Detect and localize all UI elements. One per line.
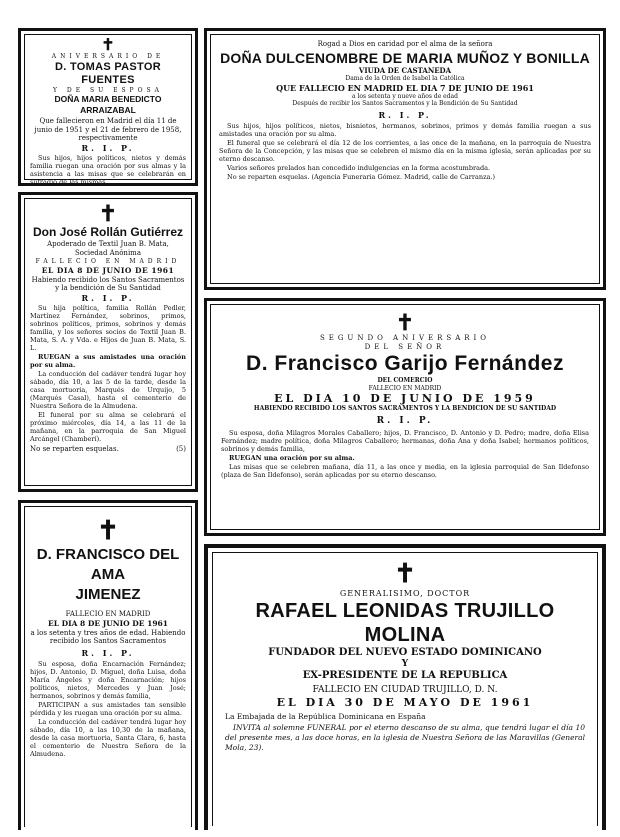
rip-text: R. I. P. (81, 647, 135, 658)
death-date: EL DIA 30 DE MAYO DE 1961 (276, 696, 534, 709)
death-date: QUE FALLECIO EN MADRID EL DIA 7 DE JUNIO DE 1961 (276, 82, 534, 93)
deceased-position: Apoderado de Textil Juan B. Mata, Sociedad Anónima (47, 240, 169, 257)
request-paragraph: PARTICIPAN a sus amistades tan sensible pérdida y les ruegan una oración por su alma. (30, 700, 186, 717)
widow-line: VIUDA DE CASTANEDA (358, 65, 452, 75)
family-paragraph: Sus hijos, hijos políticos, nietos, bisnietos, hermanos, sobrinos, primos y demás familia ruegan a sus amistades una oración por su alma. (219, 121, 591, 138)
death-place: FALLECIO EN MADRID (368, 384, 442, 392)
notice-garijo-fernandez (204, 298, 606, 536)
notice-inner-border (24, 198, 192, 486)
death-date: EL DIA 8 DE JUNIO DE 1961 (41, 265, 175, 275)
burial-paragraph: La conducción del cadáver tendrá lugar hoy sábado, día 10, a las 5 de la tarde, desde la casa mortuoria, Marqués de Urquijo, 5 (Marqués Casal), hasta el cementerio de Nuestra Señora de la Almudena. (30, 369, 186, 410)
prayer-line: Rogad a Dios en caridad por el alma de la señora (317, 40, 493, 48)
notice-pastor-fuentes (18, 28, 198, 186)
rip-text: R. I. P. (81, 292, 135, 303)
notice-inner-border (212, 552, 598, 826)
conjunction-line: Y (401, 659, 409, 669)
sacraments-line: Habiendo recibido los Santos Sacramentos y la bendición de Su Santidad (31, 275, 185, 292)
cross-icon: ✝ (98, 201, 118, 227)
notice-footer (30, 445, 186, 454)
death-date: EL DIA 8 DE JUNIO DE 1961 (47, 618, 168, 628)
rank-line: GENERALISIMO, DOCTOR (339, 589, 471, 598)
notice-number: (5) (176, 444, 186, 453)
notice-inner-border (210, 304, 600, 530)
death-place: FALLECIO EN MADRID (35, 258, 181, 265)
deceased-name-second: DOÑA MARIA BENEDICTO ARRAIZABAL (54, 94, 162, 115)
cross-icon: ✝ (395, 310, 415, 336)
honor-line: Dama de la Orden de Isabel la Católica (345, 75, 465, 82)
notice-subheading: Y DE SU ESPOSA (53, 86, 163, 94)
deceased-name: D. Francisco Garijo Fernández (246, 352, 564, 375)
deceased-name-line2: JIMENEZ (75, 586, 141, 603)
anniversary-line: SEGUNDO ANIVERSARIO (319, 334, 491, 342)
deceased-name: RAFAEL LEONIDAS TRUJILLO MOLINA (255, 600, 555, 646)
rip-text: R. I. P. (376, 415, 434, 426)
embassy-line: La Embajada de la República Dominicana en España (225, 712, 426, 721)
mass-paragraph: Las misas que se celebren mañana, día 11, a las once y media, en la iglesia parroquial de San Ildefonso (plaza de San Ildefonso), serán aplicadas por su eterno descanso. (221, 462, 589, 479)
title-line: DEL SEÑOR (364, 342, 446, 351)
deceased-name: DOÑA DULCENOMBRE DE MARIA MUÑOZ Y BONILLA (220, 49, 590, 66)
family-paragraph: Su esposa, doña Milagros Morales Caballero; hijos, D. Francisco, D. Antonio y D. Pedro; madre, doña Elisa Fernández; madre política, doña Milagros Caballero; hermanas, doña Ana y doña Isabel; hermanos políticos, sobrinos y demás familia, (221, 428, 589, 453)
notice-heading: ANIVERSARIO DE (51, 53, 165, 60)
funeral-paragraph: El funeral que se celebrará el día 12 de los corrientes, a las once de la mañana, en la parroquia de Nuestra Señora de la Concepción, y las misas que se celebren el mismo día en la misma iglesia, serán aplicadas por su eterno descanso. (219, 138, 591, 163)
notice-footer: No se reparten esquelas. (Agencia Funeraria Gómez. Madrid, calle de Carranza.) (227, 172, 495, 181)
age-line: a los setenta y nueve años de edad (352, 92, 458, 100)
burial-paragraph: La conducción del cadáver tendrá lugar hoy sábado, día 10, a las 10,30 de la mañana, desde la casa mortuoria, Santa Clara, 6, hasta el cementerio de Nuestra Señora de la Almudena. (30, 717, 186, 758)
rip-text: R. I. P. (81, 142, 135, 153)
funeral-paragraph: El funeral por su alma se celebrará el próximo miércoles, día 14, a las 11 de la mañana, en la parroquia de San Miguel Arcángel (Chamberí). (30, 410, 186, 443)
sacraments-line: Después de recibir los Santos Sacramentos y la Bendición de Su Santidad (292, 100, 518, 107)
cross-icon: ✝ (101, 35, 115, 54)
death-place: FALLECIO EN MADRID (65, 610, 151, 618)
family-paragraph: Su esposa, doña Encarnación Fernández; hijos, D. Antonio, D. Miguel, doña Luisa, doña María Ángeles y doña Encarnación; hijos políticos, nietos, Mercedes y Juan José; hermanos, sobrinos y demás familia, (30, 659, 186, 700)
occupation-line: DEL COMERCIO (377, 377, 433, 384)
notice-del-ama-jimenez (18, 500, 198, 830)
death-date: EL DIA 10 DE JUNIO DE 1959 (274, 392, 536, 405)
deceased-name: Don José Rollán Gutiérrez (32, 225, 184, 239)
death-place: FALLECIO EN CIUDAD TRUJILLO, D. N. (312, 685, 498, 695)
cross-icon: ✝ (97, 516, 119, 546)
notice-body: Sus hijos, hijos políticos, nietos y demás familia ruegan una oración por sus almas y la asistencia a las misas que se celebrarán en sufragio de las mismas. (30, 153, 186, 186)
deceased-name: D. TOMAS PASTOR FUENTES (55, 60, 161, 86)
footer-text: No se reparten esquelas. (30, 444, 119, 453)
cross-icon: ✝ (394, 559, 416, 589)
notice-trujillo-molina (204, 544, 606, 830)
notice-inner-border (24, 506, 192, 827)
death-dates: Que fallecieron en Madrid el día 11 de junio de 1951 y el 21 de febrero de 1958, respectivamente (34, 117, 182, 142)
notice-munoz-bonilla (204, 28, 606, 290)
request-paragraph: RUEGAN una oración por su alma. (229, 453, 355, 462)
notice-inner-border (24, 34, 192, 186)
notice-inner-border (210, 34, 600, 284)
family-paragraph: Su hija política, familia Rollán Pedler, Martínez Fernández, sobrinos, primos, sobrinos políticos, primos, sobrinos y demás familia, y los señores socios de Textil Juan B. Mata, S. A. y Vda. e Hijos de Juan B. Mata, S. L. (30, 303, 186, 352)
sacraments-line: a los setenta y tres años de edad. Habiendo recibido los Santos Sacramentos (30, 628, 186, 645)
title-line-second: EX-PRESIDENTE DE LA REPUBLICA (302, 670, 508, 681)
sacraments-line: HABIENDO RECIBIDO LOS SANTOS SACRAMENTOS Y LA BENDICION DE SU SANTIDAD (253, 405, 557, 412)
invitation-paragraph: INVITA al solemne FUNERAL por el eterno descanso de su alma, que tendrá lugar el día 10 del presente mes, a las doce horas, en la iglesia de Nuestra Señora de las Maravillas (General Mola, 23). (225, 723, 585, 752)
rip-text: R. I. P. (378, 109, 432, 120)
indulgence-paragraph: Varios señores prelados han concedido indulgencias en la forma acostumbrada. (227, 163, 491, 172)
title-line: FUNDADOR DEL NUEVO ESTADO DOMINICANO (268, 647, 542, 658)
deceased-name-line1: D. FRANCISCO DEL AMA (36, 546, 180, 583)
notice-rollan-gutierrez (18, 192, 198, 492)
request-paragraph: RUEGAN a sus amistades una oración por su alma. (30, 352, 186, 369)
